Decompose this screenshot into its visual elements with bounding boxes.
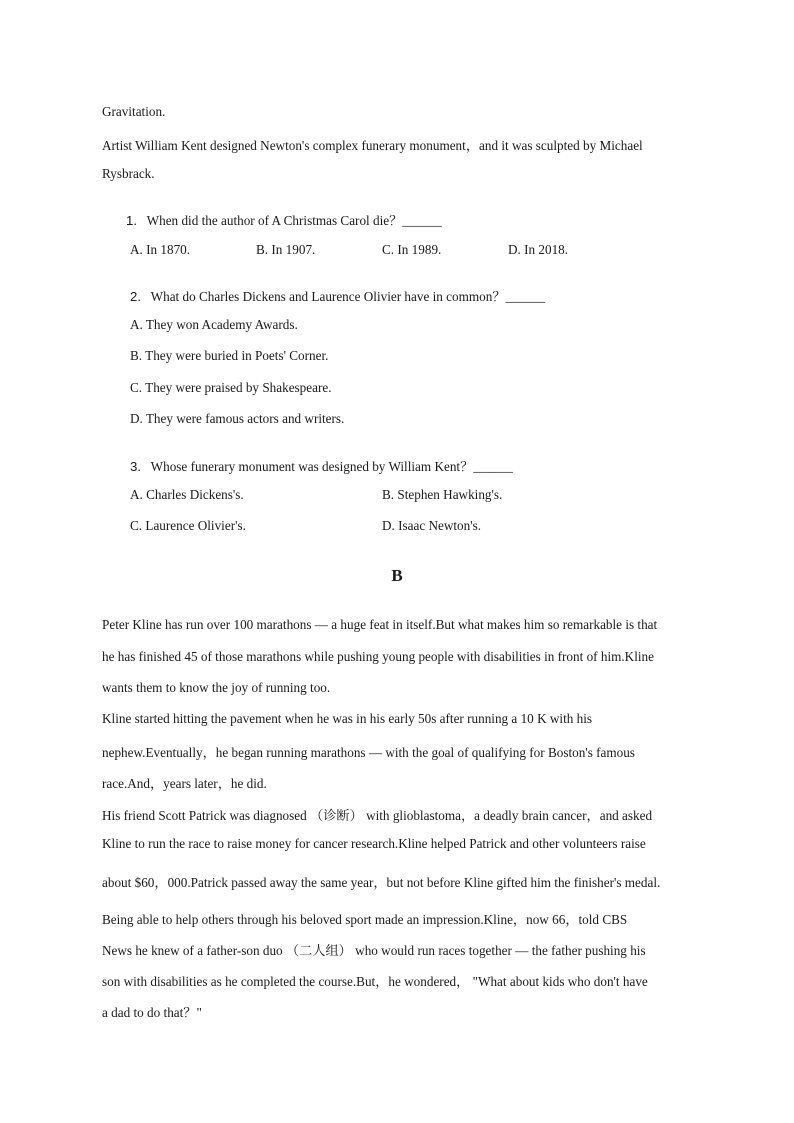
passage-b-line-2: he has finished 45 of those marathons while pushing young people with disabilities in front of him.Kline — [102, 649, 654, 664]
question-2 — [130, 286, 545, 305]
question-2-option-a[interactable]: A. They won Academy Awards. — [130, 317, 298, 332]
question-2-option-b[interactable]: B. They were buried in Poets' Corner. — [130, 348, 329, 363]
passage-b-line-9: about $60，000.Patrick passed away the same year，but not before Kline gifted him the finisher's medal. — [102, 875, 661, 890]
passage-b-line-13: a dad to do that？" — [102, 1005, 202, 1020]
question-2-option-d[interactable]: D. They were famous actors and writers. — [130, 411, 345, 426]
passage-b-line-11: News he knew of a father-son duo （二人组） who would run races together — the father pushing his — [102, 943, 646, 958]
question-1-option-a[interactable]: A. In 1870. — [130, 242, 191, 257]
question-1-number: 1. — [126, 213, 137, 228]
section-b-heading: B — [391, 566, 403, 585]
passage-b-line-7: His friend Scott Patrick was diagnosed （诊断） with glioblastoma，a deadly brain cancer，and asked — [102, 808, 653, 823]
question-2-number: 2. — [130, 289, 141, 304]
question-3-stem: Whose funerary monument was designed by William Kent？______ — [150, 459, 513, 474]
passage-a-line-2: Artist William Kent designed Newton's complex funerary monument，and it was sculpted by Michael — [102, 138, 643, 153]
passage-b-line-6: race.And，years later，he did. — [102, 776, 267, 791]
question-3-option-c[interactable]: C. Laurence Olivier's. — [130, 518, 246, 533]
passage-b-line-8: Kline to run the race to raise money for cancer research.Kline helped Patrick and other volunteers raise — [102, 836, 646, 851]
question-3-option-b[interactable]: B. Stephen Hawking's. — [382, 487, 503, 502]
passage-b-line-12: son with disabilities as he completed the course.But，he wondered， "What about kids who don't have — [102, 974, 648, 989]
question-3 — [130, 456, 513, 475]
passage-b-line-3: wants them to know the joy of running too. — [102, 680, 331, 695]
question-3-number: 3. — [130, 459, 141, 474]
passage-b-line-5: nephew.Eventually，he began running marathons — with the goal of qualifying for Boston's famous — [102, 745, 635, 760]
question-1-option-d[interactable]: D. In 2018. — [508, 242, 569, 257]
question-2-stem: What do Charles Dickens and Laurence Olivier have in common？______ — [150, 289, 546, 304]
question-1-stem: When did the author of A Christmas Carol die？______ — [146, 213, 442, 228]
passage-b-line-4: Kline started hitting the pavement when he was in his early 50s after running a 10 K with his — [102, 711, 593, 726]
passage-a-line-3: Rysbrack. — [102, 166, 155, 181]
question-3-option-d[interactable]: D. Isaac Newton's. — [382, 518, 482, 533]
passage-a-line-1: Gravitation. — [102, 104, 166, 119]
question-1-option-b[interactable]: B. In 1907. — [256, 242, 316, 257]
question-1-option-c[interactable]: C. In 1989. — [382, 242, 442, 257]
passage-b-line-10: Being able to help others through his beloved sport made an impression.Kline，now 66，told CBS — [102, 912, 628, 927]
question-1 — [126, 210, 442, 229]
passage-b-line-1: Peter Kline has run over 100 marathons — a huge feat in itself.But what makes him so remarkable is that — [102, 617, 658, 632]
question-2-option-c[interactable]: C. They were praised by Shakespeare. — [130, 380, 332, 395]
question-3-option-a[interactable]: A. Charles Dickens's. — [130, 487, 244, 502]
